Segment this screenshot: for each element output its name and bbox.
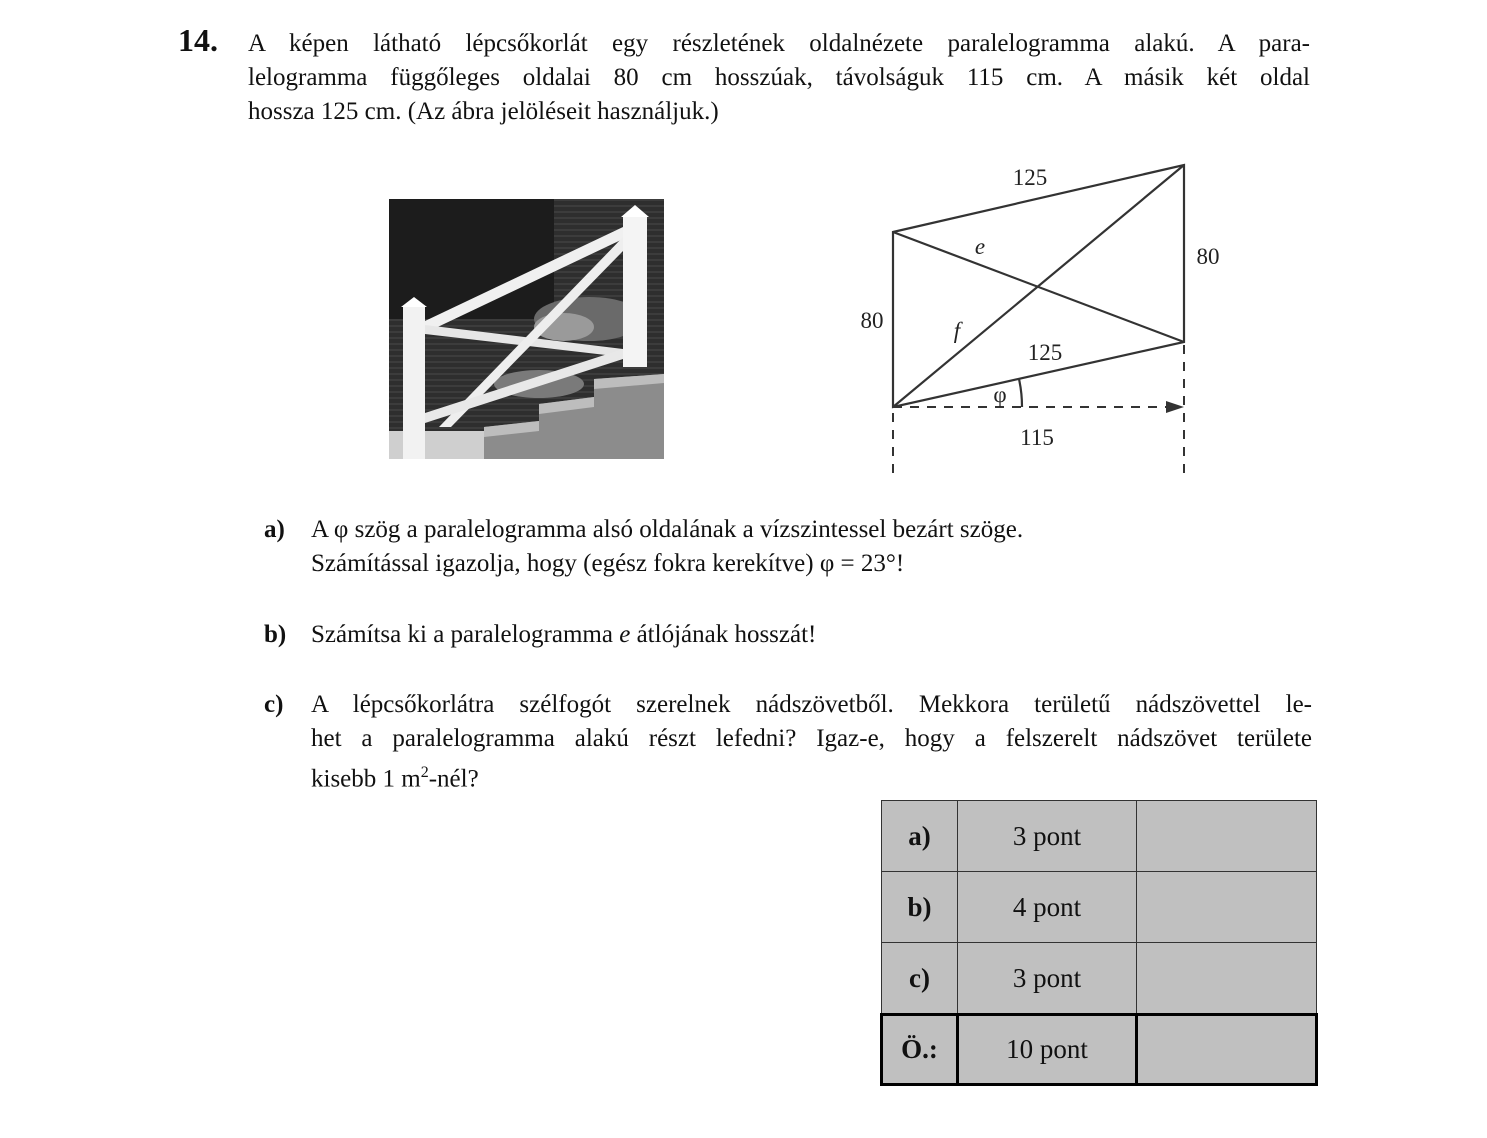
score-part: a)	[882, 801, 958, 872]
score-total-points: 10 pont	[958, 1015, 1137, 1085]
label-top-side: 125	[1012, 165, 1048, 190]
question-c-line-3	[311, 756, 1312, 796]
score-part: c)	[882, 943, 958, 1015]
label-bottom-side: 125	[1027, 340, 1063, 365]
question-c-line-3-before: kisebb 1 m	[311, 765, 421, 793]
question-b-text-after: átlójának hosszát!	[630, 621, 817, 648]
question-b	[264, 618, 1312, 652]
question-b-text	[311, 618, 1312, 652]
score-total-row	[882, 1015, 1317, 1085]
question-c-superscript: 2	[420, 764, 429, 781]
question-c-line-2: het a paralelogramma alakú részt lefedni? Igaz-e, hogy a felszerelt nádszövet területe	[311, 725, 1312, 752]
problem-number: 14.	[178, 22, 218, 58]
question-c-label: c)	[264, 691, 284, 718]
question-b-diagonal-e: e	[619, 621, 631, 648]
railing-photo-drawing	[389, 199, 664, 459]
score-table	[880, 800, 1318, 1086]
question-b-text-before: Számítsa ki a paralelogramma	[311, 621, 620, 648]
label-angle-phi: φ	[993, 382, 1007, 407]
question-a	[264, 513, 1312, 581]
dimension-arrowhead	[1166, 401, 1184, 413]
diagram-svg	[850, 155, 1230, 480]
angle-arc	[1019, 379, 1022, 407]
question-c-line-1: A lépcsőkorlátra szélfogót szerelnek nádszövetből. Mekkora területű nádszövettel le-	[311, 691, 1312, 718]
label-left-side: 80	[860, 308, 884, 333]
intro-line-2: lelogramma függőleges oldalai 80 cm hosszúak, távolságuk 115 cm. A másik két oldal	[248, 64, 1310, 91]
label-diagonal-f: f	[953, 318, 961, 343]
problem-intro	[248, 27, 1310, 129]
score-earned-cell[interactable]	[1137, 872, 1317, 943]
intro-line-3: hossza 125 cm. (Az ábra jelöléseit használjuk.)	[248, 98, 719, 125]
score-total-label: Ö.:	[882, 1015, 958, 1085]
score-points: 4 pont	[958, 872, 1137, 943]
railing-photo	[389, 199, 664, 459]
diagonal-f-line	[893, 165, 1184, 407]
question-a-line-2: Számítással igazolja, hogy (egész fokra kerekítve) φ = 23°!	[311, 550, 905, 577]
score-points: 3 pont	[958, 943, 1137, 1015]
score-total-earned-cell[interactable]	[1137, 1015, 1317, 1085]
question-c-line-3-after: -nél?	[428, 765, 479, 793]
score-row	[882, 943, 1317, 1015]
score-points: 3 pont	[958, 801, 1137, 872]
parallelogram-diagram	[850, 155, 1230, 485]
score-earned-cell[interactable]	[1137, 801, 1317, 872]
score-row	[882, 801, 1317, 872]
question-a-line-1: A φ szög a paralelogramma alsó oldalának a vízszintessel bezárt szöge.	[311, 516, 1024, 543]
intro-line-1: A képen látható lépcsőkorlát egy részletének oldalnézete paralelogramma alakú. A para-	[248, 30, 1310, 57]
score-earned-cell[interactable]	[1137, 943, 1317, 1015]
question-b-label: b)	[264, 621, 287, 648]
score-part: b)	[882, 872, 958, 943]
label-diagonal-e: e	[974, 234, 986, 259]
label-right-side: 80	[1196, 244, 1220, 269]
score-row	[882, 872, 1317, 943]
question-a-label: a)	[264, 516, 285, 543]
label-horizontal-distance: 115	[1020, 425, 1054, 450]
question-c	[264, 688, 1312, 796]
